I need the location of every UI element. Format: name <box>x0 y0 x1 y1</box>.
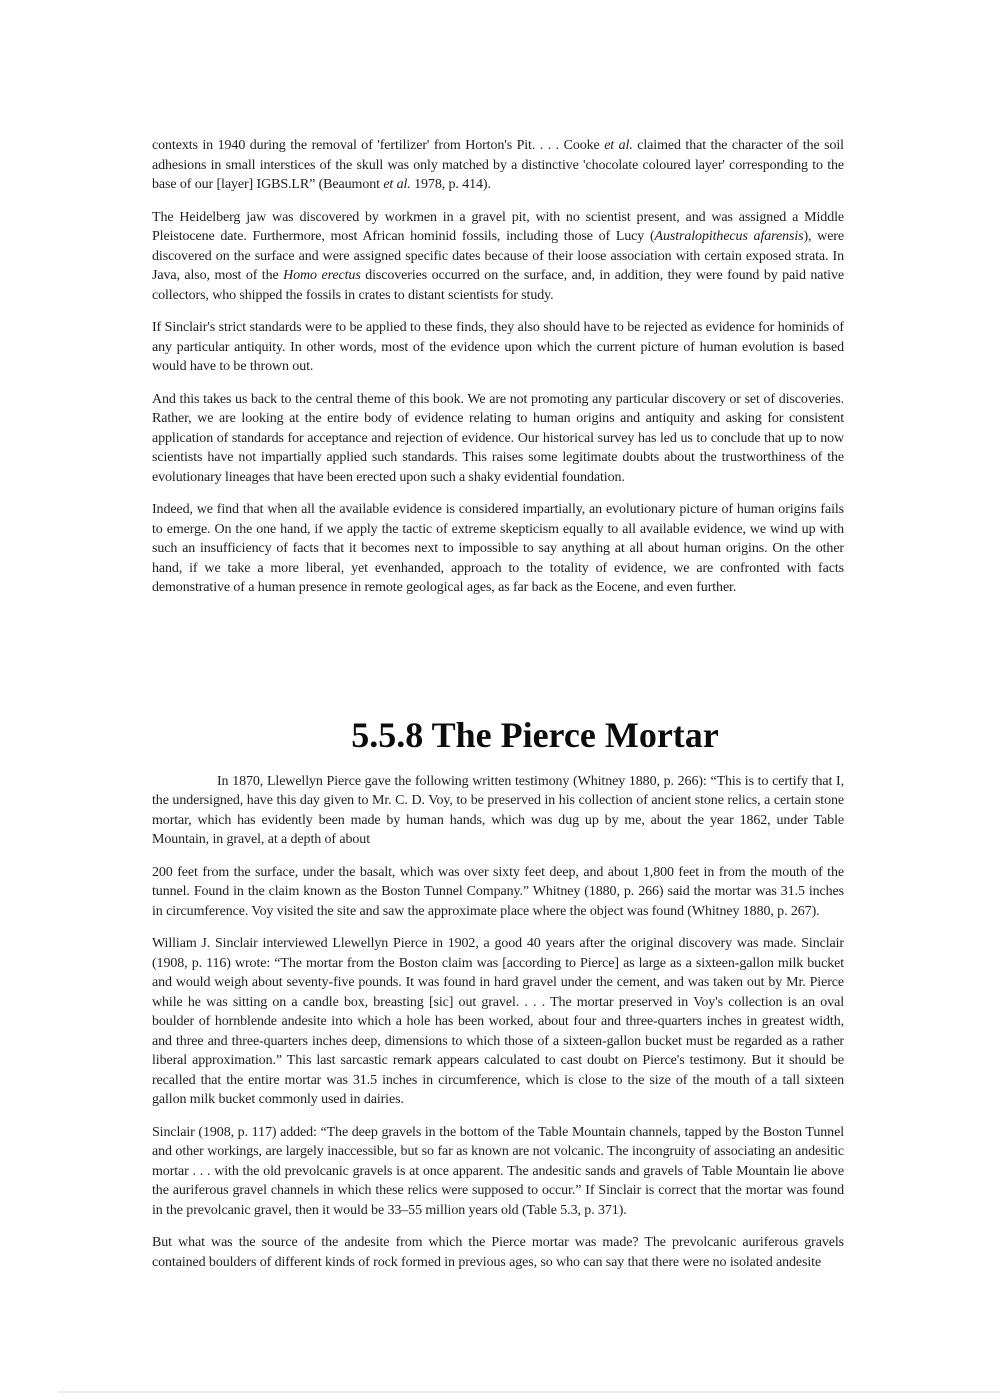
paragraph: William J. Sinclair interviewed Llewellyn Pierce in 1902, a good 40 years after the original discovery was made. Sinclair (1908, p. 116) wrote: “The mortar from the Boston claim was [according to Pierce] as large as a sixteen-gallon milk bucket and would weigh about seventy-five pounds. It was found in hard gravel under the cement, and was taken out by Mr. Pierce while he was sitting on a candle box, breasting [sic] out gravel. . . . The mortar preserved in Voy's collection is an oval boulder of hornblende andesite into which a hole has been worked, about four and three-quarters inches in greatest width, and three and three-quarters inches deep, dimensions to which those of a sixteen-gallon bucket must be regarded as a rather liberal approximation.” This last sarcastic remark appears calculated to cast doubt on Pierce's testimony. But it should be recalled that the entire mortar was 31.5 inches in circumference, which is close to the size of the mouth of a tall sixteen gallon milk bucket commonly used in dairies. <box>152 936 844 1107</box>
paragraph: And this takes us back to the central theme of this book. We are not promoting any particular discovery or set of discoveries. Rather, we are looking at the entire body of evidence relating to human origins and antiquity and asking for consistent application of standards for acceptance and rejection of evidence. Our historical survey has led us to conclude that up to now scientists have not impartially applied such standards. This raises some legitimate doubts about the trustworthiness of the evolutionary lineages that have been erected upon such a shaky evidential foundation. <box>152 391 844 485</box>
paragraph: In 1870, Llewellyn Pierce gave the following written testimony (Whitney 1880, p. 266): “This is to certify that I, the undersigned, have this day given to Mr. C. D. Voy, to be preserved in his collection of ancient stone relics, a certain stone mortar, which has evidently been made by human hands, which was dug up by me, about the year 1862, under Table Mountain, in gravel, at a depth of about <box>152 773 844 847</box>
section-heading: 5.5.8 The Pierce Mortar <box>351 714 719 755</box>
page-text-column <box>152 0 844 1285</box>
paragraph: The Heidelberg jaw was discovered by workmen in a gravel pit, with no scientist present, and was assigned a Middle Pleistocene date. Furthermore, most African hominid fossils, including those of Lucy (Australopithecus afarensis), were discovered on the surface and were assigned specific dates because of their loose association with certain exposed strata. In Java, also, most of the Homo erectus discoveries occurred on the surface, and, in addition, they were found by paid native collectors, who shipped the fossils in crates to distant scientists for study. <box>152 209 844 303</box>
paragraph: Sinclair (1908, p. 117) added: “The deep gravels in the bottom of the Table Mountain channels, tapped by the Boston Tunnel and other workings, are largely inaccessible, but so far as known are not volcanic. The incongruity of associating an andesitic mortar . . . with the old prevolcanic gravels is at once apparent. The andesitic sands and gravels of Table Mountain lie above the auriferous gravel channels in which these relics were supposed to occur.” If Sinclair is correct that the mortar was found in the prevolcanic gravel, then it would be 33–55 million years old (Table 5.3, p. 371). <box>152 1124 844 1218</box>
paragraph: If Sinclair's strict standards were to be applied to these finds, they also should have to be rejected as evidence for hominids of any particular antiquity. In other words, most of the evidence upon which the current picture of human evolution is based would have to be thrown out. <box>152 320 844 374</box>
paragraph: But what was the source of the andesite from which the Pierce mortar was made? The prevolcanic auriferous gravels contained boulders of different kinds of rock formed in previous ages, so who can say that there were no isolated andesite <box>152 1235 844 1270</box>
paragraph: Indeed, we find that when all the available evidence is considered impartially, an evolutionary picture of human origins fails to emerge. On the one hand, if we apply the tactic of extreme skepticism equally to all available evidence, we wind up with such an insufficiency of facts that it becomes next to impossible to say anything at all about human origins. On the other hand, if we take a more liberal, yet evenhanded, approach to the totality of evidence, we are confronted with facts demonstrative of a human presence in remote geological ages, as far back as the Eocene, and even further. <box>152 502 844 595</box>
scan-edge-line <box>58 1391 1000 1393</box>
paragraph: contexts in 1940 during the removal of 'fertilizer' from Horton's Pit. . . . Cooke et al. claimed that the character of the soil adhesions in small interstices of the skull was only matched by a distinctive 'chocolate coloured layer' corresponding to the base of our [layer] IGBS.LR” (Beaumont et al. 1978, p. 414). <box>152 138 844 192</box>
paragraph: 200 feet from the surface, under the basalt, which was over sixty feet deep, and about 1,800 feet in from the mouth of the tunnel. Found in the claim known as the Boston Tunnel Company.” Whitney (1880, p. 266) said the mortar was 31.5 inches in circumference. Voy visited the site and saw the approximate place where the object was found (Whitney 1880, p. 267). <box>152 864 844 919</box>
